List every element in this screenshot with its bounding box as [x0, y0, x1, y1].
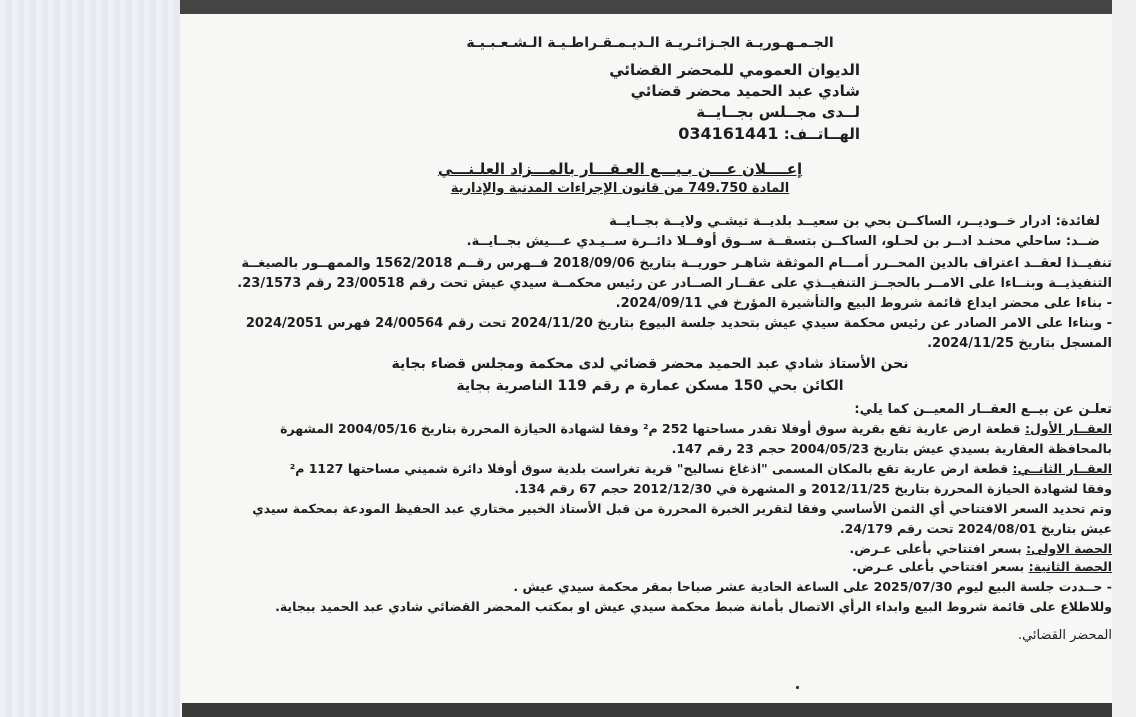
property-2-line-2: وفقا لشهادة الحيازة المحررة بتاريخ 2012/11/25 و المشهرة في 2012/12/30 حجم 67 رقم 134.	[514, 481, 1112, 496]
phone-number: 034161441	[678, 124, 779, 143]
share-2-text: بسعر افتتاحي بأعلى عـرض.	[852, 559, 1025, 574]
price-line-2: عيش بتاريخ 2024/08/01 تحت رقم 24/179.	[839, 521, 1112, 536]
property-2-line-1	[290, 460, 1112, 478]
share-1-text: بسعر افتتاحي بأعلى عـرض.	[849, 541, 1022, 556]
party-beneficiary: لفائدة: ادرار خــوديــر، الساكــن بحي بن سعيــد بلديــة تيشـي ولايــة بجــايــة	[609, 214, 1100, 229]
announcement-subtitle: المادة 749.750 من قانون الإجراءات المدنية والإدارية	[450, 181, 790, 196]
bailiff-name: شادي عبد الحميد محضر قضائي	[630, 82, 860, 100]
consult-info: وللاطلاع على قائمة شروط البيع وابداء الرأي الاتصال بأمانة ضبط محكمة سيدي عيش او بمكتب المحضر القضائي شادي عبد الحميد ببجاية.	[275, 599, 1112, 614]
basis-line-5: المسجل بتاريخ 2024/11/25.	[927, 336, 1112, 351]
property-1-line-2: بالمحافظة العقارية بسيدي عيش بتاريخ 2004/05/23 حجم 23 رقم 147.	[671, 441, 1112, 456]
republic-heading: الجـمـهـوريـة الجـزائـريـة الـديـمـقـراطـيـة الـشـعـبـيـة	[466, 35, 834, 51]
share-1-label: الحصة الاولى:	[1026, 541, 1112, 556]
phone-line	[678, 125, 860, 143]
property-1-text-1: قطعة ارض عارية تقع بقرية سوق أوفلا تقدر مساحتها 252 م² وفقا لشهادة الحيازة المحررة بتاريخ 2004/05/16 المشهرة	[280, 421, 1021, 436]
scan-top-border	[180, 0, 1112, 14]
announcement-document	[200, 30, 1112, 698]
property-1-line-1	[280, 420, 1112, 438]
announcer-line-1: نحن الأستاذ شادي عبد الحميد محضر قضائي لدى محكمة ومجلس قضاء بجاية	[391, 356, 909, 372]
basis-line-4: - وبناءا على الامر الصادر عن رئيس محكمة سيدي عيش بتحديد جلسة البيوع بتاريخ 2024/11/20 تحت رقم 24/00564 فهرس 2024/2051	[245, 316, 1112, 331]
basis-line-2: التنفيذيــة وبنــاءا على الامــر بالحجــز التنفيــذي على عقــار الصــادر عن رئيس محكمــة سيدي عيش تحت رقم 23/00518 رقم 23/1573.	[237, 276, 1112, 291]
property-1-label: العقــار الأول:	[1024, 421, 1112, 436]
property-2-text-1: قطعة ارض عارية تقع بالمكان المسمى "اذغاغ نساليح" قرية تغراست بلدية سوق أوفلا دائرة شميني مساحتها 1127 م²	[289, 461, 1009, 476]
announcement-title: إعــــلان عـــن بـيـــع العـقـــار بالمـــزاد العلـنـــي	[437, 160, 803, 178]
price-line-1: وتم تحديد السعر الافتتاحي أي الثمن الأساسي وفقا لتقرير الخبرة المحررة من قبل الأستاذ الخبير مختاري عبد الحفيظ المودعة بمحكمة سيدي	[252, 501, 1112, 516]
scan-bottom-border	[182, 703, 1112, 717]
signature: المحضر القضائي.	[1017, 628, 1112, 643]
basis-line-3: - بناءا على محضر ايداع قائمة شروط البيع والتأشيرة المؤرخ في 2024/09/11.	[615, 296, 1112, 311]
party-against: ضــد: ساحلي محنـد ادــر بن لحـلو، الساكــن بتسقــة ســوق أوفــلا دائــرة ســيـدي عـــيش بجــايــة.	[466, 234, 1100, 249]
office-name: الديوان العمومي للمحضر القضائي	[609, 61, 860, 79]
share-2	[852, 558, 1112, 576]
basis-line-1: تنفيــذا لعقــد اعتراف بالدين المحــرر أمـــام الموثقة شاهـر حوريــة بتاريخ 2018/09/06 فــهرس رقــم 1562/2018 والممهــور بالصيغــة	[241, 256, 1112, 271]
phone-label: الهــاتــف:	[783, 125, 860, 143]
share-2-label: الحصة الثانية:	[1028, 559, 1112, 574]
session-date: - حــددت جلسة البيع ليوم 2025/07/30 على الساعة الحادية عشر صباحا بمقر محكمة سيدي عيش .	[513, 579, 1112, 594]
scan-speck	[796, 686, 799, 689]
property-2-label: العقــار الثانــي:	[1012, 461, 1112, 476]
court-name: لــدى مجــلس بجــايــة	[696, 103, 860, 121]
scan-margin	[0, 0, 180, 717]
announcer-line-2: الكائن بحي 150 مسكن عمارة م رقم 119 الناصرية بجاية	[456, 378, 844, 394]
property-intro: تعلـن عن بيــع العقــار المعيــن كما يلي:	[854, 402, 1112, 417]
share-1	[850, 540, 1112, 558]
scan-right-edge	[1112, 0, 1136, 717]
